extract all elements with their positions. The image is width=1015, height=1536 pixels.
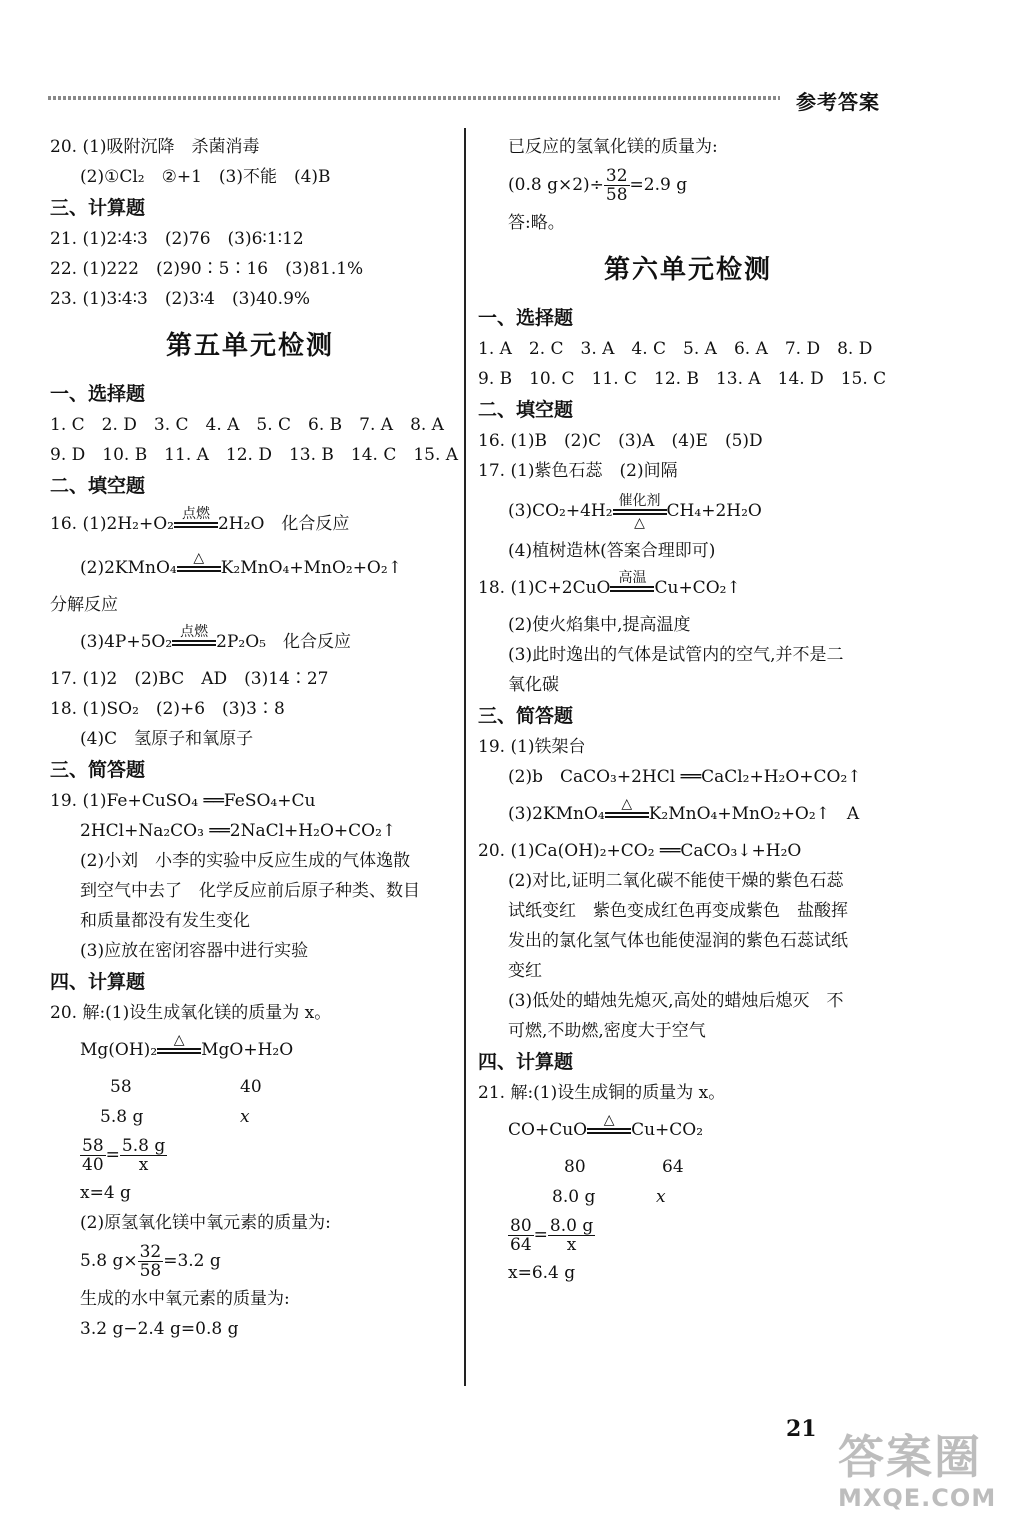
answer-line: (2)小刘 小李的实验中反应生成的气体逸散 <box>80 851 411 871</box>
section-heading: 三、计算题 <box>50 197 146 219</box>
section-heading: 三、简答题 <box>50 759 146 781</box>
answer-line: 可燃,不助燃,密度大于空气 <box>508 1021 706 1041</box>
answer-line: 变红 <box>508 961 542 981</box>
equation-left: 18. (1)C+2CuO <box>478 578 611 598</box>
answer-line: 17. (1)紫色石蕊 (2)间隔 <box>478 461 678 481</box>
answer-line: 已反应的氢氧化镁的质量为: <box>508 137 718 157</box>
equation-right: MgO+H₂O <box>201 1040 294 1060</box>
fraction: $\frac{80}{64}$ <box>510 1216 532 1255</box>
answer-line: 分解反应 <box>50 595 118 615</box>
equation-line <box>50 620 450 664</box>
answer-line: 21. (1)2∶4∶3 (2)76 (3)6∶1∶12 <box>50 229 304 249</box>
answer-line: 22. (1)222 (2)90∶5∶16 (3)81.1% <box>50 259 364 279</box>
molar-mass-row <box>50 1072 450 1102</box>
section-heading: 三、简答题 <box>478 705 574 727</box>
right-column <box>478 132 898 1288</box>
answer-line: 21. 解:(1)设生成铜的质量为 x。 <box>478 1083 726 1103</box>
equation-line <box>50 1028 450 1072</box>
answer-line: x=4 g <box>80 1183 131 1203</box>
answer-line: 20. 解:(1)设生成氧化镁的质量为 x。 <box>50 1003 332 1023</box>
answer-line: (3)此时逸出的气体是试管内的空气,并不是二 <box>508 645 844 665</box>
answer-line: 2HCl+Na₂CO₃ ══2NaCl+H₂O+CO₂↑ <box>80 821 397 841</box>
left-column <box>50 132 459 1344</box>
equation-left: (3)CO₂+4H₂ <box>508 501 613 521</box>
equation-line <box>50 546 450 590</box>
answer-line: (2)b CaCO₃+2HCl ══CaCl₂+H₂O+CO₂↑ <box>508 767 862 787</box>
fraction: $\frac{58}{40}$ <box>82 1136 104 1175</box>
section-heading: 二、填空题 <box>50 475 146 497</box>
answer-line: (2)对比,证明二氧化碳不能使干燥的紫色石蕊 <box>508 871 844 891</box>
answer-line: 19. (1)铁架台 <box>478 737 586 757</box>
equation-line <box>50 502 450 546</box>
molar-mass-value: 64 <box>662 1157 684 1177</box>
equation-right: K₂MnO₄+MnO₂+O₂↑ <box>220 558 402 578</box>
answer-line: 19. (1)Fe+CuSO₄ ══FeSO₄+Cu <box>50 791 316 811</box>
reaction-condition: 点燃 <box>174 507 218 543</box>
proportion-line: $\frac{58}{40}$ = $\frac{5.8 g}{x}$ <box>82 1136 166 1175</box>
choice-answers: 1. C 2. D 3. C 4. A 5. C 6. B 7. A 8. A <box>50 415 444 435</box>
choice-answers: 9. B 10. C 11. C 12. B 13. A 14. D 15. C <box>478 369 887 389</box>
answer-line: (4)植树造林(答案合理即可) <box>508 541 716 561</box>
answer-line: 17. (1)2 (2)BC AD (3)14∶27 <box>50 669 329 689</box>
quantity-value: 8.0 g <box>552 1187 596 1207</box>
equation-right: K₂MnO₄+MnO₂+O₂↑ A <box>648 804 860 824</box>
equation-left: (3)2KMnO₄ <box>508 804 605 824</box>
answer-line: (2)使火焰集中,提高温度 <box>508 615 691 635</box>
answer-line: 20. (1)吸附沉降 杀菌消毒 <box>50 137 260 157</box>
proportion-line: $\frac{80}{64}$ = $\frac{8.0 g}{x}$ <box>510 1216 594 1255</box>
answer-line: 16. (1)B (2)C (3)A (4)E (5)D <box>478 431 763 451</box>
header-rule <box>48 96 780 100</box>
section-heading: 一、选择题 <box>478 307 574 329</box>
equation-line <box>478 792 898 836</box>
quantity-row <box>50 1102 450 1132</box>
equation-left: Mg(OH)₂ <box>80 1040 158 1060</box>
choice-answers: 1. A 2. C 3. A 4. C 5. A 6. A 7. D 8. D <box>478 339 873 359</box>
fraction: $\frac{32}{58}$ <box>139 1242 162 1281</box>
equation-left: (2)2KMnO₄ <box>80 558 177 578</box>
answer-line: 试纸变红 紫色变成红色再变成紫色 盐酸挥 <box>508 901 848 921</box>
reaction-condition: △ <box>177 551 221 587</box>
equation-line <box>478 1108 898 1152</box>
expression-part: =2.9 g <box>629 175 688 195</box>
answer-line: 到空气中去了 化学反应前后原子种类、数目 <box>80 881 420 901</box>
answer-line: 3.2 g−2.4 g=0.8 g <box>80 1319 239 1339</box>
quantity-value: x <box>240 1107 250 1127</box>
molar-mass-value: 40 <box>240 1077 262 1097</box>
column-divider <box>464 128 466 1386</box>
expression-part: =3.2 g <box>163 1251 221 1271</box>
quantity-value: x <box>656 1187 666 1207</box>
reaction-condition: 催化剂 △ <box>613 494 667 530</box>
answer-line: 18. (1)SO₂ (2)+6 (3)3∶8 <box>50 699 285 719</box>
section-heading: 四、计算题 <box>478 1051 574 1073</box>
answer-line: (3)低处的蜡烛先熄灭,高处的蜡烛后熄灭 不 <box>508 991 844 1011</box>
fraction: $\frac{5.8 g}{x}$ <box>121 1136 166 1175</box>
reaction-condition: 点燃 <box>172 625 216 661</box>
answer-line: 答:略。 <box>508 213 565 233</box>
molar-mass-value: 58 <box>110 1077 132 1097</box>
watermark-logo: 答案圈 MXQE.COM <box>838 1430 997 1512</box>
equation-right: 2P₂O₅ 化合反应 <box>216 632 351 652</box>
equation-right: Cu+CO₂↑ <box>654 578 741 598</box>
equation-left: (3)4P+5O₂ <box>80 632 173 652</box>
section-heading: 四、计算题 <box>50 971 146 993</box>
expression-part: (0.8 g×2)÷ <box>508 175 604 195</box>
equation-line <box>478 486 898 536</box>
fraction: $\frac{32}{58}$ <box>605 166 628 205</box>
equation-right: Cu+CO₂ <box>631 1120 704 1140</box>
page-number: 21 <box>786 1416 817 1442</box>
equation-right: CH₄+2H₂O <box>666 501 762 521</box>
answer-line: (2)原氢氧化镁中氧元素的质量为: <box>80 1213 331 1233</box>
equation-left: CO+CuO <box>508 1120 588 1140</box>
reaction-condition: 高温 <box>610 571 654 607</box>
fraction-line <box>50 1238 450 1284</box>
reaction-condition: △ <box>157 1033 201 1069</box>
reaction-condition: △ <box>605 797 649 833</box>
reaction-condition: △ <box>587 1113 631 1149</box>
fraction: $\frac{8.0 g}{x}$ <box>549 1216 594 1255</box>
fraction-line <box>478 162 898 208</box>
section-heading: 二、填空题 <box>478 399 574 421</box>
answer-line: 生成的水中氧元素的质量为: <box>80 1289 290 1309</box>
answer-line: 23. (1)3∶4∶3 (2)3∶4 (3)40.9% <box>50 289 311 309</box>
choice-answers: 9. D 10. B 11. A 12. D 13. B 14. C 15. A <box>50 445 459 465</box>
answer-line: 发出的氯化氢气体也能使湿润的紫色石蕊试纸 <box>508 931 848 951</box>
page-header-title: 参考答案 <box>796 90 880 114</box>
answer-line: x=6.4 g <box>508 1263 576 1283</box>
equation-right: 2H₂O 化合反应 <box>217 514 350 534</box>
expression-part: 5.8 g× <box>80 1251 138 1271</box>
molar-mass-value: 80 <box>564 1157 586 1177</box>
unit5-title: 第五单元检测 <box>165 331 334 361</box>
answer-line: (2)①Cl₂ ②+1 (3)不能 (4)B <box>80 167 331 187</box>
answer-line: 和质量都没有发生变化 <box>80 911 250 931</box>
quantity-row <box>478 1182 898 1212</box>
molar-mass-row <box>478 1152 898 1182</box>
answer-line: (4)C 氢原子和氧原子 <box>80 729 254 749</box>
answer-line: 20. (1)Ca(OH)₂+CO₂ ══CaCO₃↓+H₂O <box>478 841 802 861</box>
quantity-value: 5.8 g <box>100 1107 144 1127</box>
answer-line: 氧化碳 <box>508 675 559 695</box>
section-heading: 一、选择题 <box>50 383 146 405</box>
unit6-title: 第六单元检测 <box>603 255 772 285</box>
equation-line <box>478 566 898 610</box>
answer-line: (3)应放在密闭容器中进行实验 <box>80 941 309 961</box>
equation-left: 16. (1)2H₂+O₂ <box>50 514 174 534</box>
